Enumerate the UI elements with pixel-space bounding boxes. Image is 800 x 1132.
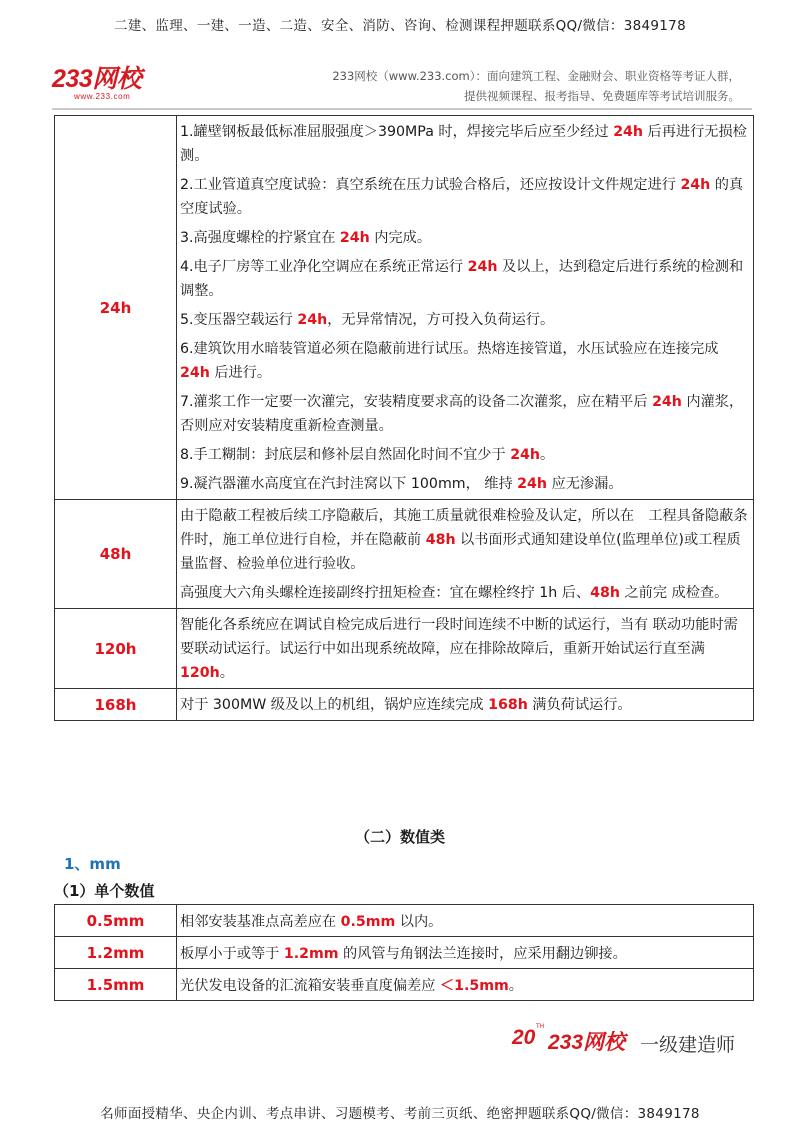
row-label: 168h (55, 689, 177, 721)
highlight-value: 24h (613, 124, 644, 140)
row-content: 光伏发电设备的汇流箱安装垂直度偏差应 ＜1.5mm。 (177, 969, 754, 1001)
table-row (55, 969, 754, 1001)
highlight-value: 24h (297, 312, 328, 328)
section-title: （二）数值类 (354, 828, 445, 846)
footer-logo-text: 233网校 (548, 1031, 626, 1054)
header-slogan (332, 66, 740, 106)
item-line: 7.灌浆工作一定要一次灌完，安装精度要求高的设备二次灌浆，应在精平后 24h 内灌浆，否则应对安装精度重新检查测量。 (180, 394, 744, 434)
highlight-value: 48h (590, 585, 620, 601)
table-row-24h (55, 116, 754, 500)
row-content: 相邻安装基准点高差应在 0.5mm 以内。 (177, 905, 754, 937)
item-line: 5.变压器空载运行 24h，无异常情况，方可投入负荷运行。 (180, 312, 555, 328)
row-content: 板厚小于或等于 1.2mm 的风管与角钢法兰连接时，应采用翻边铆接。 (177, 937, 754, 969)
highlight-value: 24h (517, 476, 548, 492)
row-label: 120h (55, 609, 177, 689)
item-line: 对于 300MW 级及以上的机组，锅炉应连续完成 168h 满负荷试运行。 (180, 697, 632, 713)
table-row (55, 905, 754, 937)
top-contact-note: 二建、监理、一建、一造、二造、安全、消防、咨询、检测课程押题联系QQ/微信：3849178 (114, 18, 686, 34)
item-line: 由于隐蔽工程被后续工序隐蔽后，其施工质量就很难检验及认定，所以在 工程具备隐蔽条件时，施工单位进行自检，并在隐蔽前 48h 以书面形式通知建设单位(监理单位)或工程质量监督、检验单位进行验收。 (180, 508, 748, 572)
logo-url: www.233.com (74, 92, 131, 101)
subsubsection-heading: （1）单个数值 (54, 882, 155, 900)
table-row-168h (55, 689, 754, 721)
highlight-value: 24h (510, 447, 541, 463)
highlight-value: 24h (339, 230, 370, 246)
anniversary-mark: 20 (512, 1026, 536, 1049)
row-label: 1.2mm (55, 937, 177, 969)
item-line: 9.凝汽器灌水高度宜在汽封洼窝以下 100mm， 维持 24h 应无渗漏。 (180, 476, 623, 492)
highlight-value: 120h (180, 665, 220, 681)
item-line: 1.罐壁钢板最低标准屈服强度＞390MPa 时，焊接完毕后应至少经过 24h 后再进行无损检测。 (180, 124, 747, 164)
value-table (54, 904, 754, 1001)
row-label: 0.5mm (55, 905, 177, 937)
highlight-value: ＜1.5mm (439, 977, 509, 994)
logo-text: 233网校 (52, 65, 142, 93)
highlight-value: 24h (652, 394, 682, 410)
slogan-line-1: 233网校（www.233.com）：面向建筑工程、金融财会、职业资格等考证人群， (332, 69, 740, 83)
highlight-value: 24h (180, 365, 210, 381)
footer-course-title: 一级建造师 (640, 1034, 736, 1056)
time-table (54, 115, 754, 721)
item-line: 高强度大六角头螺栓连接副终拧扭矩检查：宜在螺栓终拧 1h 后、48h 之前完 成检查。 (180, 585, 729, 601)
footer-brand (512, 1023, 752, 1060)
row-content (177, 609, 754, 689)
item-line: 4.电子厂房等工业净化空调应在系统正常运行 24h 及以上，达到稳定后进行系统的检测和调整。 (180, 259, 744, 299)
highlight-value: 168h (488, 697, 528, 713)
item-line: 2.工业管道真空度试验：真空系统在压力试验合格后，还应按设计文件规定进行 24h 的真空度试验。 (180, 177, 744, 217)
highlight-value: 1.2mm (283, 945, 339, 962)
item-line: 6.建筑饮用水暗装管道必须在隐蔽前进行试压。热熔连接管道，水压试验应在连接完成 24h 后进行。 (180, 341, 719, 381)
row-label: 1.5mm (55, 969, 177, 1001)
highlight-value: 48h (425, 532, 456, 548)
table-row-120h (55, 609, 754, 689)
brand-logo (52, 66, 170, 104)
row-label: 24h (55, 116, 177, 500)
row-content (177, 500, 754, 609)
row-content (177, 689, 754, 721)
row-content (177, 116, 754, 500)
item-line: 智能化各系统应在调试自检完成后进行一段时间连续不中断的试运行，当有 联动功能时需要联动试运行。试运行中如出现系统故障，应在排除故障后，重新开始试运行直至满 120h。 (180, 617, 738, 681)
table-row (55, 937, 754, 969)
highlight-value: 24h (467, 259, 498, 275)
subsection-heading: 1、mm (64, 855, 121, 873)
row-label: 48h (55, 500, 177, 609)
item-line: 3.高强度螺栓的拧紧宜在 24h 内完成。 (180, 230, 432, 246)
slogan-line-2: 提供视频课程、报考指导、免费题库等考试培训服务。 (464, 89, 740, 103)
anniversary-suffix: TH (536, 1023, 545, 1030)
item-line: 8.手工糊制：封底层和修补层自然固化时间不宜少于 24h。 (180, 447, 555, 463)
highlight-value: 0.5mm (340, 913, 396, 930)
highlight-value: 24h (680, 177, 711, 193)
header-divider (52, 108, 752, 110)
bottom-contact-note: 名师面授精华、央企内训、考点串讲、习题模考、考前三页纸、绝密押题联系QQ/微信：3849178 (100, 1106, 700, 1122)
page-header (52, 60, 752, 110)
table-row-48h (55, 500, 754, 609)
